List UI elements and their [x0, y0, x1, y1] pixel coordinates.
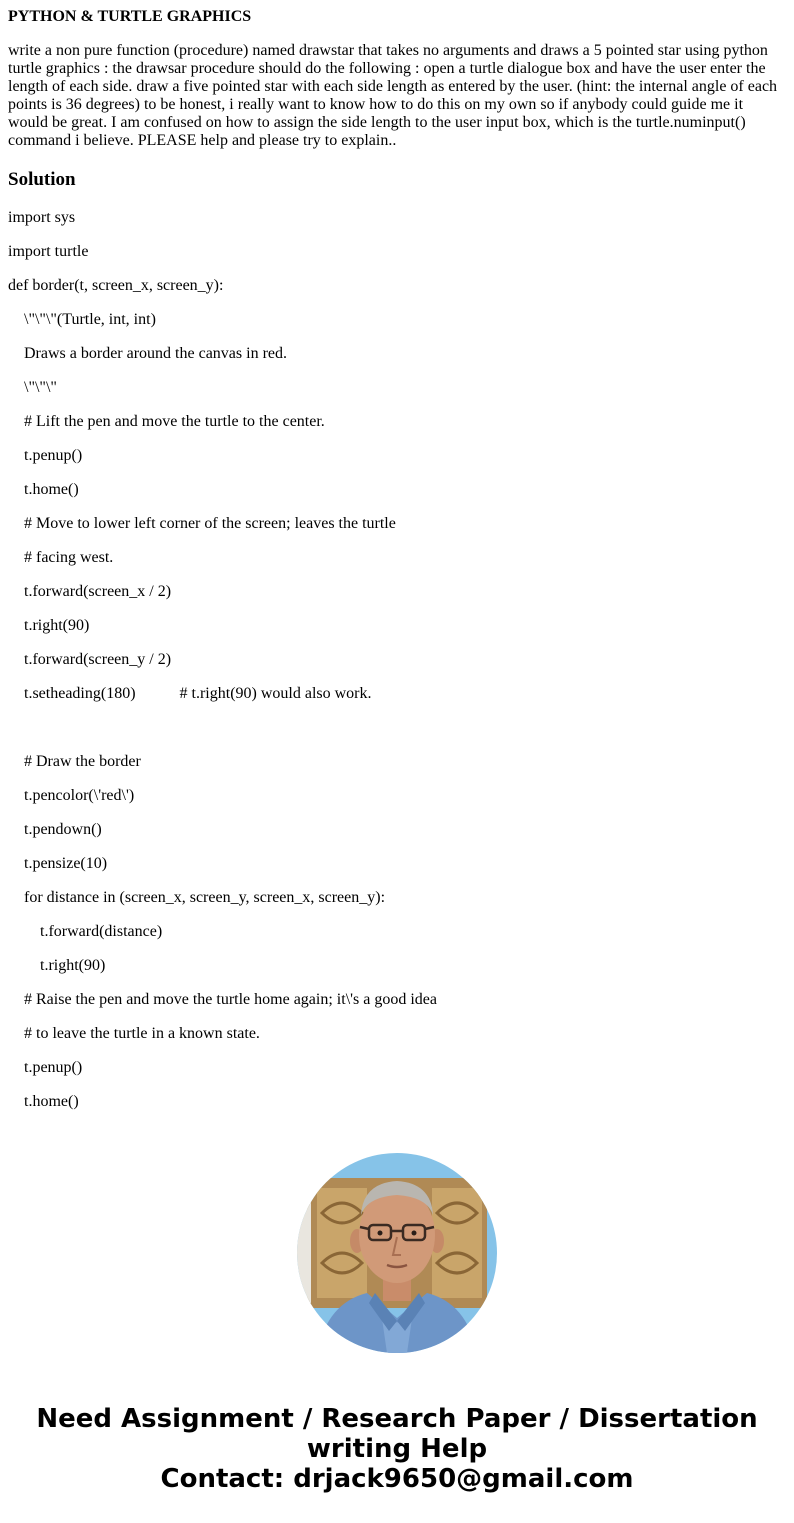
contact-banner — [0, 1404, 794, 1494]
code-line: t.forward(distance) — [8, 923, 163, 940]
code-line: import turtle — [8, 243, 89, 260]
code-line: t.forward(screen_y / 2) — [8, 651, 172, 668]
code-line: t.setheading(180) # t.right(90) would also work. — [8, 685, 372, 702]
code-line: import sys — [8, 209, 76, 226]
code-line: \"\"\"(Turtle, int, int) — [8, 311, 156, 328]
code-line: t.right(90) — [8, 617, 90, 634]
code-line: t.forward(screen_x / 2) — [8, 583, 172, 600]
code-line: \"\"\" — [8, 379, 57, 396]
code-line: t.home() — [8, 1093, 79, 1110]
banner-line-2: writing Help — [306, 1434, 488, 1464]
code-line: # Raise the pen and move the turtle home again; it\'s a good idea — [8, 991, 437, 1008]
question-title: PYTHON & TURTLE GRAPHICS — [8, 8, 252, 25]
code-line: def border(t, screen_x, screen_y): — [8, 277, 224, 294]
code-line: # Move to lower left corner of the screen; leaves the turtle — [8, 515, 396, 532]
code-line: # Draw the border — [8, 753, 141, 770]
code-line: t.penup() — [8, 447, 83, 464]
code-line: # to leave the turtle in a known state. — [8, 1025, 260, 1042]
code-line: t.right(90) — [8, 957, 106, 974]
contact-email: Contact: drjack9650@gmail.com — [160, 1464, 634, 1494]
code-line: t.home() — [8, 481, 79, 498]
solution-heading: Solution — [8, 169, 76, 190]
code-line: # Lift the pen and move the turtle to the center. — [8, 413, 325, 430]
code-line: t.pencolor(\'red\') — [8, 787, 135, 804]
banner-line-1: Need Assignment / Research Paper / Dissertation — [36, 1404, 758, 1434]
code-line: t.pendown() — [8, 821, 102, 838]
code-line: t.pensize(10) — [8, 855, 108, 872]
question-body: write a non pure function (procedure) named drawstar that takes no arguments and draws a 5 pointed star using python turtle graphics : the drawsar procedure should do the following : open a turtle dialogue box and have the user enter the length of each side. draw a five pointed star with each side length as entered by the user. (hint: the internal angle of each points is 36 degrees) to be honest, i really want to know how to do this on my own so if anybody could guide me it would be great. I am confused on how to assign the side length to the user input box, which is the turtle.numinput() command i believe. PLEASE help and please try to explain.. — [8, 42, 778, 149]
code-line: # facing west. — [8, 549, 114, 566]
avatar-portrait-image — [297, 1153, 497, 1353]
avatar — [297, 1153, 497, 1353]
code-line: t.penup() — [8, 1059, 83, 1076]
code-line: for distance in (screen_x, screen_y, screen_x, screen_y): — [8, 889, 386, 906]
code-line: Draws a border around the canvas in red. — [8, 345, 288, 362]
